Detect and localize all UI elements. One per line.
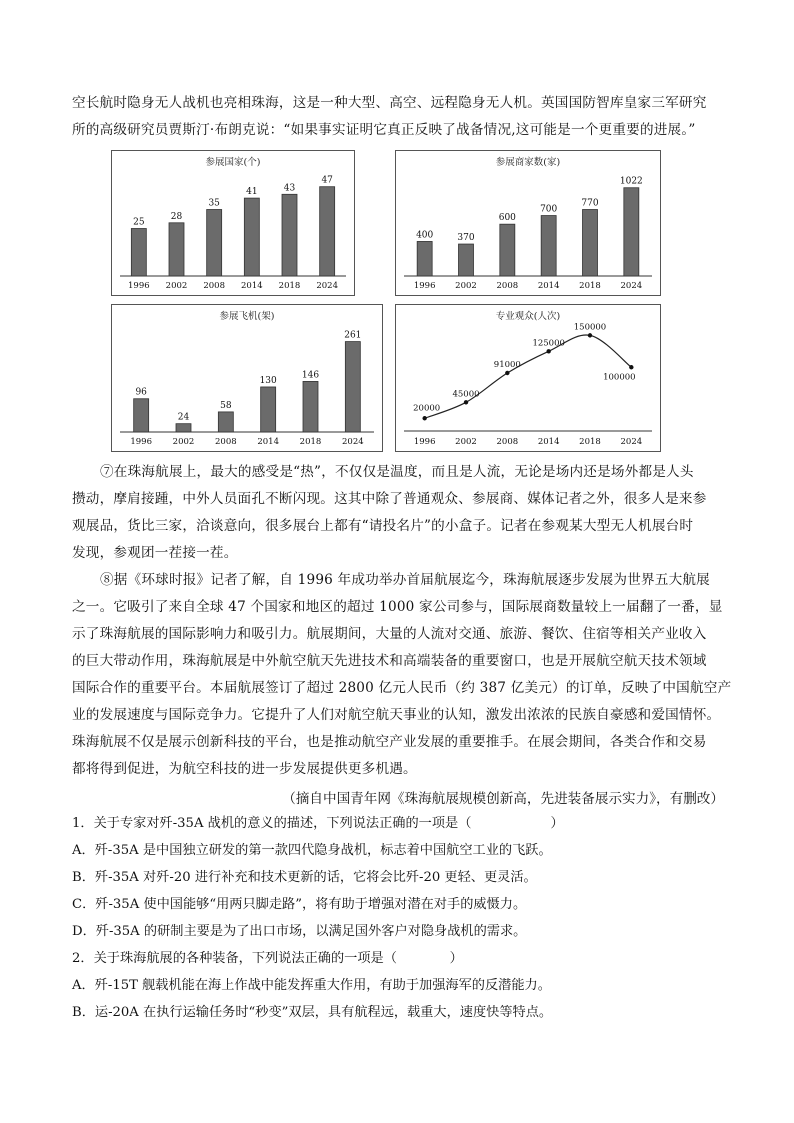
- chart-title: 参展飞机(架): [219, 311, 275, 322]
- tick-label: 1996: [130, 437, 152, 447]
- para7-line: 攒动，摩肩接踵，中外人员面孔不断闪现。这其中除了普通观众、参展商、媒体记者之外，很多人是来参: [72, 491, 707, 507]
- question-2: 2．关于珠海航展的各种装备，下列说法正确的一项是（ ）: [72, 951, 463, 966]
- para8-line: 国际合作的重要平台。本届航展签订了超过 2800 亿元人民币（约 387 亿美元）的订单，反映了中国航空产: [72, 680, 732, 696]
- data-point: [422, 416, 426, 420]
- chart-exhibitors: [395, 150, 661, 296]
- chart-title: 参展国家(个): [205, 157, 261, 168]
- tick-label: 2002: [455, 281, 477, 291]
- data-label: 700: [540, 204, 558, 215]
- series-line: [425, 335, 632, 418]
- bar: [417, 241, 432, 276]
- tick-label: 1996: [413, 437, 436, 447]
- data-label: 58: [220, 400, 232, 411]
- question-1-option-b: B．歼-35A 对歼-20 进行补充和技术更新的话，它将会比歼-20 更轻、更灵活。: [72, 870, 537, 885]
- data-point: [464, 400, 468, 404]
- chart-visitors: [395, 304, 661, 452]
- tick-label: 2008: [496, 281, 519, 291]
- para8-line: 的巨大带动作用，珠海航展是中外航空航天先进技术和高端装备的重要窗口，也是开展航空航天技术领域: [72, 653, 707, 669]
- bar: [218, 412, 233, 432]
- question-1-option-a: A．歼-35A 是中国独立研发的第一款四代隐身战机，标志着中国航空工业的飞跃。: [72, 843, 552, 858]
- bar: [541, 216, 556, 276]
- data-label: 47: [321, 175, 333, 186]
- bar: [624, 188, 639, 276]
- question-1: 1．关于专家对歼-35A 战机的意义的描述，下列说法正确的一项是（ ）: [72, 816, 564, 831]
- para8-line: ⑧据《环球时报》记者了解，自 1996 年成功举办首届航展迄今，珠海航展逐步发展为世界五大航展: [100, 572, 710, 588]
- chart-title: 专业观众(人次): [495, 311, 561, 322]
- chart-aircraft-svg: [112, 305, 382, 451]
- data-label: 45000: [452, 389, 480, 400]
- tick-label: 2002: [172, 437, 195, 447]
- data-label: 600: [498, 213, 516, 224]
- data-label: 96: [135, 387, 147, 398]
- tick-label: 2002: [455, 437, 477, 447]
- bar: [244, 198, 259, 276]
- data-label: 35: [208, 198, 220, 209]
- para8-line: 珠海航展不仅是展示创新科技的平台，也是推动航空产业发展的重要推手。在展会期间，各类合作和交易: [72, 734, 707, 750]
- data-label: 43: [283, 183, 296, 194]
- tick-label: 2008: [215, 437, 237, 447]
- bar: [131, 229, 146, 277]
- data-label: 20000: [413, 403, 441, 414]
- data-label: 24: [177, 412, 190, 423]
- tick-label: 2018: [278, 281, 301, 291]
- para8-line: 之一。它吸引了来自全球 47 个国家和地区的超过 1000 家公司参与，国际展商数量较上一届翻了一番，显: [72, 599, 723, 615]
- data-point: [588, 333, 592, 337]
- question-1-option-d: D．歼-35A 的研制主要是为了出口市场，以满足国外客户对隐身战机的需求。: [72, 924, 527, 939]
- tick-label: 1996: [128, 281, 150, 291]
- bar: [345, 342, 360, 432]
- para8-line: 业的发展速度与国际竞争力。它提升了人们对航空航天事业的认知，激发出浓浓的民族自豪感和爱国情怀。: [72, 707, 721, 723]
- chart-title: 参展商家数(家): [495, 157, 561, 168]
- tick-label: 2014: [537, 281, 560, 291]
- data-label: 130: [259, 375, 277, 386]
- data-label: 400: [416, 230, 434, 241]
- para8-line: 都将得到促进，为航空科技的进一步发展提供更多机遇。: [72, 761, 417, 777]
- data-label: 28: [170, 211, 183, 222]
- bar: [207, 210, 222, 277]
- data-label: 25: [133, 217, 145, 228]
- bar: [500, 224, 515, 276]
- question-2-option-a: A．歼-15T 舰载机能在海上作战中能发挥重大作用，有助于加强海军的反潜能力。: [72, 978, 551, 993]
- para7-line: 观展品，货比三家，洽谈意向，很多展台上都有“请投名片”的小盒子。记者在参观某大型无人机展台时: [72, 518, 694, 534]
- tick-label: 2024: [316, 281, 338, 291]
- tick-label: 2024: [342, 437, 364, 447]
- bar: [583, 210, 598, 277]
- chart-aircraft: [111, 304, 383, 452]
- chart-countries-svg: [112, 151, 354, 295]
- para7-line: 发现，参观团一茬接一茬。: [72, 545, 238, 561]
- para8-line: 示了珠海航展的国际影响力和吸引力。航展期间，大量的人流对交通、旅游、餐饮、住宿等相关产业收入: [72, 626, 707, 642]
- tick-label: 2024: [620, 281, 643, 291]
- source-citation: （摘自中国青年网《珠海航展规模创新高，先进装备展示实力》，有删改）: [282, 791, 724, 807]
- tick-label: 2002: [165, 281, 188, 291]
- tick-label: 2018: [579, 281, 601, 291]
- data-label: 261: [344, 330, 362, 341]
- tick-label: 2008: [203, 281, 225, 291]
- chart-exhibitors-svg: [396, 151, 660, 295]
- bar: [261, 387, 276, 432]
- chart-countries: [111, 150, 355, 296]
- data-label: 146: [301, 370, 320, 381]
- tick-label: 2018: [299, 437, 322, 447]
- tick-label: 2014: [257, 437, 279, 447]
- question-2-option-b: B．运-20A 在执行运输任务时“秒变”双层，具有航程远，载重大，速度快等特点。: [72, 1005, 553, 1020]
- tick-label: 2018: [579, 437, 601, 447]
- bar: [176, 424, 191, 432]
- tick-label: 2024: [620, 437, 643, 447]
- tick-label: 2014: [537, 437, 560, 447]
- data-label: 125000: [532, 338, 565, 349]
- data-label: 1022: [619, 176, 643, 187]
- data-point: [505, 371, 509, 375]
- data-label: 91000: [493, 359, 521, 370]
- data-label: 100000: [603, 372, 636, 383]
- bar: [303, 381, 318, 432]
- bar: [282, 194, 297, 276]
- tick-label: 1996: [413, 281, 436, 291]
- data-point: [546, 349, 550, 353]
- tick-label: 2008: [496, 437, 519, 447]
- intro-line: 所的高级研究员贾斯汀·布朗克说：“如果事实证明它真正反映了战备情况,这可能是一个更重要的进展。”: [72, 122, 696, 138]
- data-label: 370: [457, 233, 475, 244]
- data-point: [629, 365, 633, 369]
- bar: [169, 223, 184, 276]
- bar: [459, 244, 474, 276]
- para7-line: ⑦在珠海航展上，最大的感受是“热”，不仅仅是温度，而且是人流，无论是场内还是场外都是人头: [100, 464, 694, 480]
- question-1-option-c: C．歼-35A 使中国能够“用两只脚走路”，将有助于增强对潜在对手的威慑力。: [72, 897, 527, 912]
- tick-label: 2014: [241, 281, 263, 291]
- data-label: 770: [581, 198, 599, 209]
- data-label: 41: [246, 187, 258, 198]
- bar: [134, 399, 149, 432]
- intro-line: 空长航时隐身无人战机也亮相珠海，这是一种大型、高空、远程隐身无人机。英国国防智库皇家三军研究: [72, 95, 707, 111]
- data-label: 150000: [573, 322, 607, 333]
- chart-visitors-svg: [396, 305, 660, 451]
- bar: [320, 187, 335, 276]
